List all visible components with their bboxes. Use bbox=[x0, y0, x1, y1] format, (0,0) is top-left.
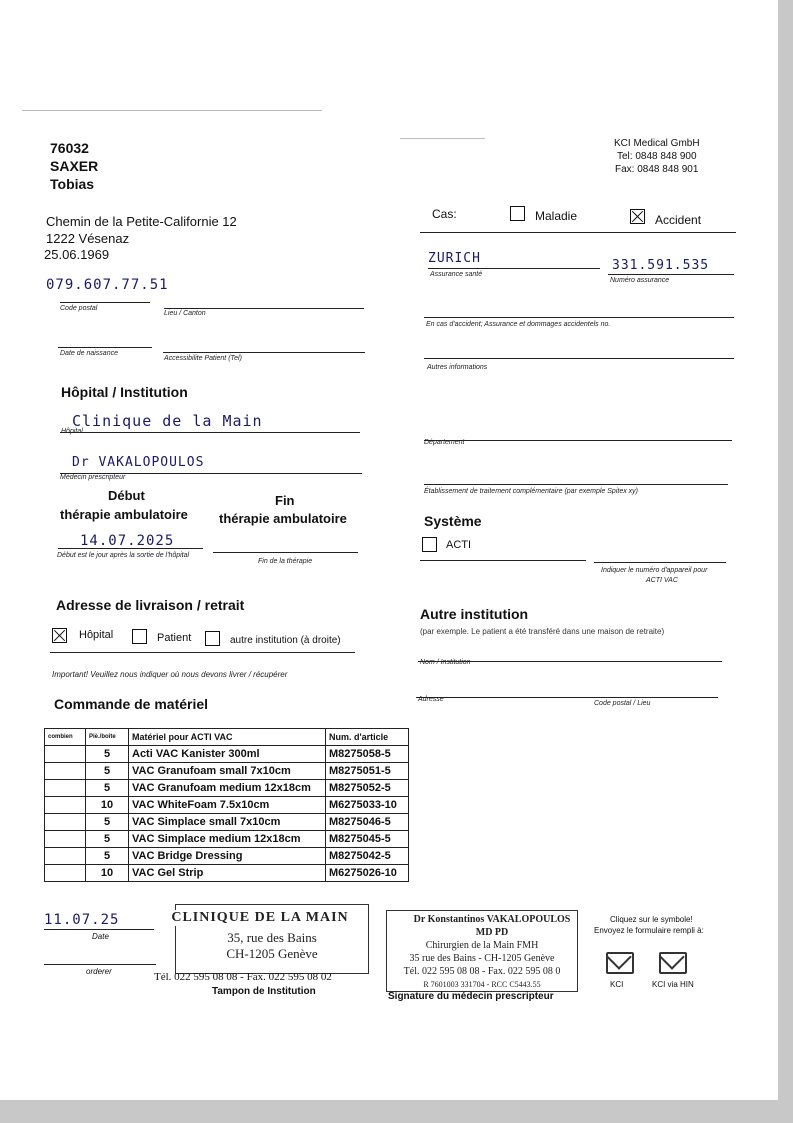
other-name-label: Nom / Institution bbox=[420, 659, 471, 666]
maladie-checkbox[interactable] bbox=[510, 206, 525, 221]
stamp-line-3: Tél. 022 595 08 08 - Fax. 022 595 08 02 bbox=[154, 971, 332, 983]
table-row bbox=[45, 763, 409, 780]
patient-street: Chemin de la Petite-Californie 12 bbox=[46, 214, 237, 229]
table-row bbox=[45, 814, 409, 831]
article-cell: M6275033-10 bbox=[326, 797, 409, 814]
acti-checkbox[interactable] bbox=[422, 537, 437, 552]
other-address-label: Adresse bbox=[418, 696, 444, 703]
article-cell: M8275045-5 bbox=[326, 831, 409, 848]
debut-line bbox=[58, 548, 203, 549]
material-table-header bbox=[45, 729, 409, 746]
delivery-line bbox=[50, 652, 355, 653]
acti-label: ACTI bbox=[446, 539, 472, 551]
insurance-number-label: Numéro assurance bbox=[610, 277, 670, 284]
stamp-title: CLINIQUE DE LA MAIN bbox=[152, 910, 368, 926]
per-box-cell: 5 bbox=[86, 814, 129, 831]
delivery-patient-label: Patient bbox=[157, 632, 192, 644]
lieu-label: Lieu / Canton bbox=[164, 310, 206, 317]
per-box-cell: 5 bbox=[86, 831, 129, 848]
patient-first-name: Tobias bbox=[50, 176, 95, 192]
material-cell: VAC WhiteFoam 7.5x10cm bbox=[129, 797, 326, 814]
patient-birthdate: 25.06.1969 bbox=[44, 247, 110, 262]
doctor-name: Dr VAKALOPOULOS bbox=[72, 455, 205, 470]
code-postal-line bbox=[60, 302, 150, 303]
material-table bbox=[44, 728, 409, 882]
qty-cell[interactable] bbox=[45, 746, 86, 763]
hospital-title: Hôpital / Institution bbox=[61, 384, 188, 400]
tampon-label: Tampon de Institution bbox=[212, 986, 316, 997]
departement-line bbox=[424, 440, 732, 441]
per-box-cell: 10 bbox=[86, 865, 129, 882]
doctor-stamp bbox=[386, 910, 578, 992]
date-naissance-label: Date de naissance bbox=[60, 350, 118, 357]
departement-label: Département bbox=[424, 439, 465, 446]
patient-last-name: SAXER bbox=[50, 158, 99, 174]
hospital-label: Hôpital bbox=[61, 428, 83, 435]
table-row bbox=[45, 746, 409, 763]
qty-cell[interactable] bbox=[45, 848, 86, 865]
table-row bbox=[45, 831, 409, 848]
accident-checkbox[interactable] bbox=[630, 209, 645, 224]
system-title: Système bbox=[424, 513, 482, 529]
material-cell: VAC Granufoam medium 12x18cm bbox=[129, 780, 326, 797]
accident-label: Accident bbox=[655, 213, 702, 227]
material-cell: VAC Granufoam small 7x10cm bbox=[129, 763, 326, 780]
table-row bbox=[45, 797, 409, 814]
etablissement-line bbox=[424, 484, 728, 485]
other-code-label: Code postal / Lieu bbox=[594, 700, 651, 707]
footer-date-line bbox=[44, 929, 154, 930]
device-caption-2: ACTI VAC bbox=[646, 577, 678, 584]
kci-tel: Tel: 0848 848 900 bbox=[617, 151, 697, 162]
date-naissance-line bbox=[58, 347, 152, 348]
hospital-name: Clinique de la Main bbox=[72, 412, 263, 430]
accessibilite-label: Accessibilite Patient (Tel) bbox=[164, 355, 242, 362]
article-cell: M8275058-5 bbox=[326, 746, 409, 763]
system-line-left bbox=[420, 560, 586, 561]
header-combien: combien bbox=[45, 729, 86, 746]
orderer-label: orderer bbox=[86, 967, 112, 976]
article-cell: M8275042-5 bbox=[326, 848, 409, 865]
footer-date-label: Date bbox=[92, 932, 109, 941]
stamp-line-1: 35, rue des Bains bbox=[227, 930, 317, 945]
kci-company: KCI Medical GmbH bbox=[614, 138, 700, 149]
debut-title-2: thérapie ambulatoire bbox=[60, 507, 188, 522]
article-cell: M8275051-5 bbox=[326, 763, 409, 780]
insurer-line bbox=[428, 268, 600, 269]
doctor-label: Médecin prescripteur bbox=[60, 474, 126, 481]
header-material: Matériel pour ACTI VAC bbox=[129, 729, 326, 746]
material-cell: VAC Gel Strip bbox=[129, 865, 326, 882]
material-cell: VAC Bridge Dressing bbox=[129, 848, 326, 865]
qty-cell[interactable] bbox=[45, 831, 86, 848]
doctor-stamp-2: Chirurgien de la Main FMH bbox=[425, 940, 539, 951]
autres-label: Autres informations bbox=[427, 364, 488, 371]
per-box-cell: 5 bbox=[86, 763, 129, 780]
debut-caption: Début est le jour après la sortie de l'hôpital bbox=[57, 552, 190, 559]
accident-insurance-line bbox=[424, 317, 734, 318]
insurance-number-value: 331.591.535 bbox=[612, 258, 710, 273]
per-box-cell: 5 bbox=[86, 746, 129, 763]
table-row bbox=[45, 780, 409, 797]
patient-phone: 079.607.77.51 bbox=[46, 277, 169, 293]
system-line-right bbox=[594, 562, 726, 563]
accessibilite-line bbox=[163, 352, 365, 353]
stamp-line-2: CH-1205 Genève bbox=[226, 946, 318, 961]
article-cell: M6275026-10 bbox=[326, 865, 409, 882]
per-box-cell: 10 bbox=[86, 797, 129, 814]
qty-cell[interactable] bbox=[45, 780, 86, 797]
click-instruction-2: Envoyez le formulaire rempli à: bbox=[594, 926, 704, 935]
envelope-hin-icon[interactable] bbox=[659, 952, 687, 974]
qty-cell[interactable] bbox=[45, 797, 86, 814]
hospital-line bbox=[60, 432, 360, 433]
patient-city: 1222 Vésenaz bbox=[46, 231, 130, 246]
delivery-important: Important! Veuillez nous indiquer où nous devons livrer / récupérer bbox=[52, 670, 288, 679]
fin-caption: Fin de la thérapie bbox=[258, 558, 313, 565]
article-cell: M8275052-5 bbox=[326, 780, 409, 797]
material-cell: VAC Simplace small 7x10cm bbox=[129, 814, 326, 831]
debut-title-1: Début bbox=[108, 488, 145, 503]
fin-title-1: Fin bbox=[275, 493, 295, 508]
header-article: Num. d'article bbox=[326, 729, 409, 746]
article-cell: M8275046-5 bbox=[326, 814, 409, 831]
kci-icon-label: KCI bbox=[610, 980, 624, 989]
top-rule bbox=[22, 110, 322, 111]
delivery-autre-label: autre institution (à droite) bbox=[230, 635, 341, 646]
case-line bbox=[420, 232, 736, 233]
table-row bbox=[45, 848, 409, 865]
insurer-label: Assurance santé bbox=[430, 271, 483, 278]
signature-label: Signature du médecin prescripteur bbox=[388, 991, 554, 1002]
per-box-cell: 5 bbox=[86, 848, 129, 865]
delivery-autre-checkbox[interactable] bbox=[205, 631, 220, 646]
other-address-line bbox=[416, 697, 718, 698]
other-institution-title: Autre institution bbox=[420, 606, 529, 622]
kci-hin-icon-label: KCI via HIN bbox=[652, 980, 694, 989]
delivery-hopital-label: Hôpital bbox=[79, 629, 114, 641]
orderer-line bbox=[44, 964, 156, 965]
order-title: Commande de matériel bbox=[54, 696, 209, 712]
footer-date-value: 11.07.25 bbox=[44, 912, 120, 928]
institution-stamp bbox=[171, 904, 369, 974]
delivery-title: Adresse de livraison / retrait bbox=[56, 597, 245, 613]
doctor-stamp-1: Dr Konstantinos VAKALOPOULOS MD PD bbox=[413, 914, 571, 938]
autres-line bbox=[424, 358, 734, 359]
header-per-box: Piè./boîte bbox=[86, 729, 129, 746]
case-label: Cas: bbox=[432, 207, 457, 221]
delivery-hopital-checkbox[interactable] bbox=[52, 628, 67, 643]
patient-id: 76032 bbox=[50, 140, 89, 156]
insurance-number-line bbox=[608, 274, 734, 275]
qty-cell[interactable] bbox=[45, 814, 86, 831]
code-postal-label: Code postal bbox=[60, 305, 98, 312]
fin-line bbox=[213, 552, 358, 553]
etablissement-label: Établissement de traitement complémentaire (par exemple Spitex xy) bbox=[424, 488, 638, 495]
doctor-stamp-5: R 7601003 331704 - RCC C5443.55 bbox=[423, 980, 541, 989]
material-cell: Acti VAC Kanister 300ml bbox=[129, 746, 326, 763]
accident-insurance-label: En cas d'accident; Assurance et dommages accidentels no. bbox=[426, 321, 611, 328]
maladie-label: Maladie bbox=[535, 209, 578, 223]
doctor-stamp-4: Tél. 022 595 08 08 - Fax. 022 595 08 0 bbox=[403, 966, 561, 977]
table-row bbox=[45, 865, 409, 882]
other-institution-note: (par exemple. Le patient a été transféré dans une maison de retraite) bbox=[420, 627, 665, 636]
qty-cell[interactable] bbox=[45, 865, 86, 882]
lieu-line bbox=[164, 308, 364, 309]
material-cell: VAC Simplace medium 12x18cm bbox=[129, 831, 326, 848]
qty-cell[interactable] bbox=[45, 763, 86, 780]
per-box-cell: 5 bbox=[86, 780, 129, 797]
click-instruction-1: Cliquez sur le symbole! bbox=[610, 915, 693, 924]
insurer-value: ZURICH bbox=[428, 251, 481, 266]
debut-date: 14.07.2025 bbox=[80, 533, 175, 549]
delivery-patient-checkbox[interactable] bbox=[132, 629, 147, 644]
top-rule-right bbox=[400, 138, 485, 139]
doctor-stamp-3: 35 rue des Bains - CH-1205 Genève bbox=[409, 953, 555, 964]
envelope-icon[interactable] bbox=[606, 952, 634, 974]
device-caption-1: Indiquer le numéro d'appareil pour bbox=[601, 567, 708, 574]
fin-title-2: thérapie ambulatoire bbox=[219, 511, 347, 526]
kci-fax: Fax: 0848 848 901 bbox=[615, 164, 699, 175]
